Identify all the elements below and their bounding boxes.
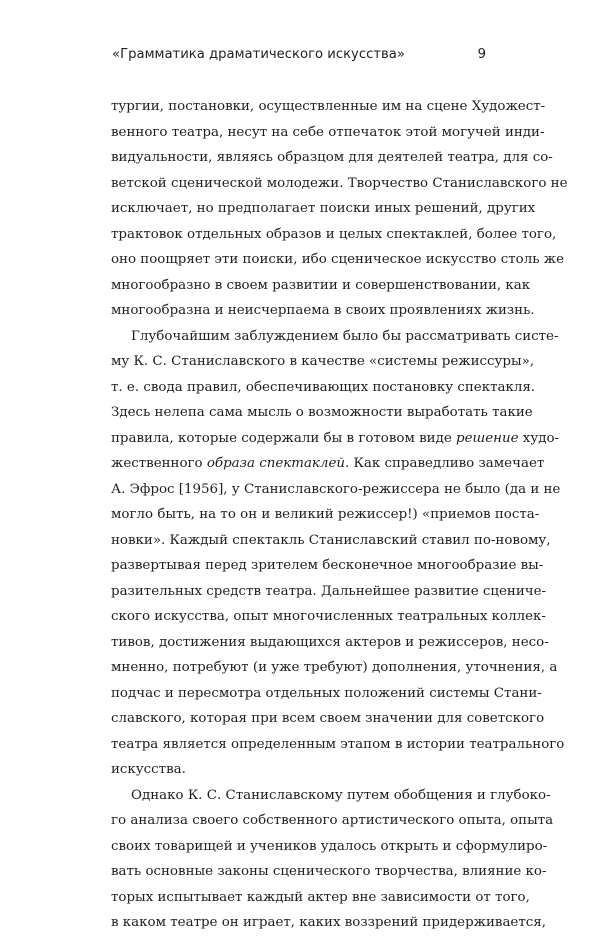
italic-term: образа спектаклей: [206, 456, 346, 471]
text-line: му К. С. Станиславского в качестве «системы режиссуры»,: [111, 354, 535, 369]
text-line: исключает, но предполагает поиски иных решений, других: [111, 201, 536, 216]
text-line: тургии, постановки, осуществленные им на сцене Художест-: [111, 99, 546, 114]
running-head-title: «Грамматика драматического искусства»: [112, 47, 405, 62]
paragraph: [111, 783, 554, 936]
text-line: т. е. свода правил, обеспечивающих постановку спектакля.: [111, 379, 536, 395]
text-line: трактовок отдельных образов и целых спектаклей, более того,: [111, 226, 557, 242]
text-line: своих товарищей и учеников удалось открыть и сформулиро-: [111, 838, 548, 854]
text-line: Здесь нелепа сама мысль о возможности выработать такие: [111, 405, 533, 420]
text-line-with-italic: [111, 426, 560, 452]
text-line: венного театра, несут на себе отпечаток этой могучей инди-: [111, 124, 545, 140]
paragraph: [111, 324, 565, 783]
text-line: мненно, потребуют (и уже требуют) дополнения, уточнения, а: [111, 660, 558, 675]
text-line: ского искусства, опыт многочисленных театральных коллек-: [111, 609, 546, 624]
text-fragment: жественного: [111, 456, 207, 471]
text-line: вать основные законы сценического творчества, влияние ко-: [111, 864, 547, 879]
text-line: Глубочайшим заблуждением было бы рассматривать систе-: [131, 328, 559, 344]
text-line: многообразно в своем развитии и совершенствовании, как: [111, 277, 531, 293]
text-fragment: . Как справедливо замечает: [345, 456, 545, 471]
text-line: подчас и пересмотра отдельных положений системы Стани-: [111, 685, 542, 701]
text-line: славского, которая при всем своем значении для советского: [111, 711, 545, 726]
text-line: А. Эфрос [1956], у Станиславского-режиссера не было (да и не: [111, 481, 561, 497]
text-line: видуальности, являясь образцом для деятелей театра, для со-: [111, 150, 553, 165]
text-line-with-italic: [111, 451, 545, 477]
text-line: торых испытывает каждый актер вне зависимости от того,: [111, 889, 530, 905]
text-line: Однако К. С. Станиславскому путем обобщения и глубоко-: [131, 787, 551, 803]
text-line: тивов, достижения выдающихся актеров и режиссеров, несо-: [111, 634, 549, 650]
text-line: искусства.: [111, 762, 186, 777]
running-head: [112, 47, 486, 67]
italic-term: решение: [456, 430, 519, 446]
page-number: 9: [477, 47, 486, 62]
paragraph: [111, 94, 568, 324]
text-line: ветской сценической молодежи. Творчество Станиславского не: [111, 175, 568, 191]
text-line: театра является определенным этапом в истории театрального: [111, 736, 565, 752]
text-line: го анализа своего собственного артистического опыта, опыта: [111, 813, 554, 828]
text-line: разительных средств театра. Дальнейшее развитие сцениче-: [111, 583, 547, 599]
text-fragment: правила, которые содержали бы в готовом виде: [111, 430, 457, 446]
text-line: развертывая перед зрителем бесконечное многообразие вы-: [111, 558, 544, 573]
text-line: многообразна и неисчерпаема в своих проявлениях жизнь.: [111, 303, 535, 318]
text-line: оно поощряет эти поиски, ибо сценическое искусство столь же: [111, 252, 564, 267]
body-text: [111, 94, 568, 936]
text-fragment: худо-: [518, 430, 560, 446]
text-line: могло быть, на то он и великий режиссер!) «приемов поста-: [111, 507, 540, 522]
text-line: в каком театре он играет, каких воззрений придерживается,: [111, 915, 546, 930]
text-line: новки». Каждый спектакль Станиславский ставил по-новому,: [111, 532, 551, 548]
